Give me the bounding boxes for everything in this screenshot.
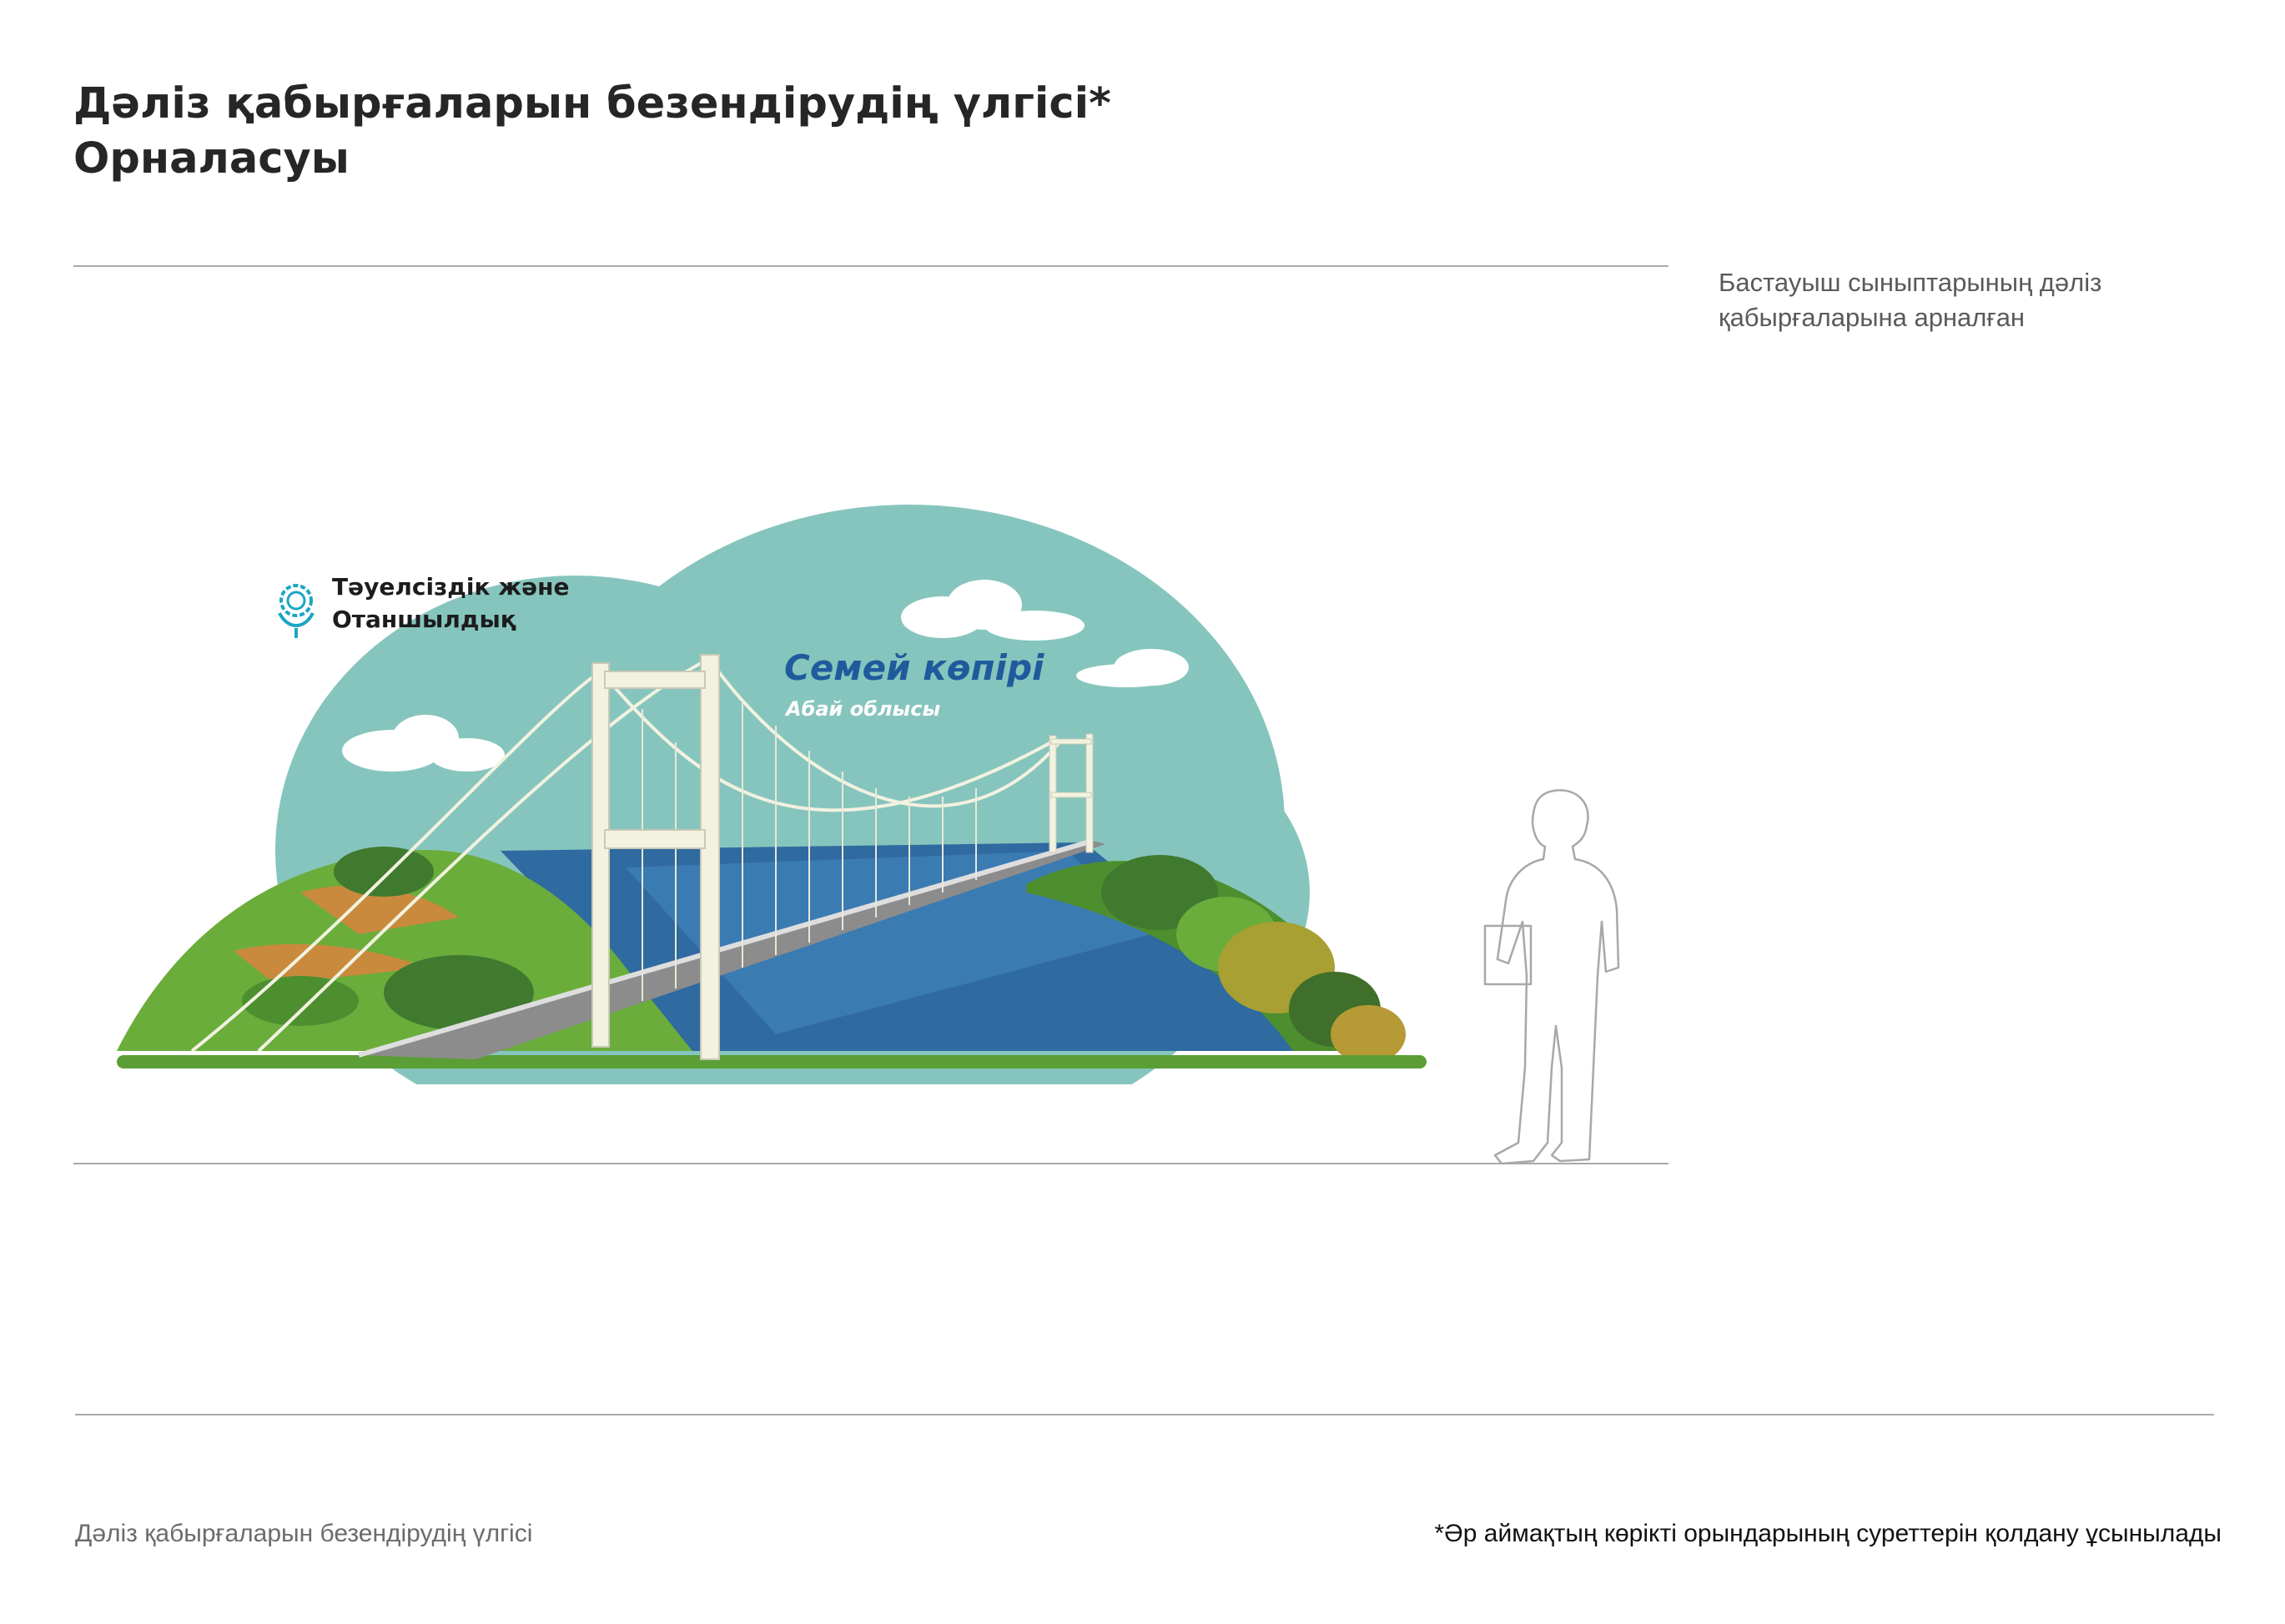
title-line-1: Дәліз қабырғаларын безендірудің үлгісі* [73, 79, 1111, 128]
bridge-title: Семей көпірі [784, 647, 1044, 688]
description-line-2: қабырғаларына арналған [1719, 303, 2026, 332]
title-line-2: Орналасуы [73, 134, 350, 184]
footer-note: *Әр аймақтың көрікті орындарының суреттерін қолдану ұсынылады [1434, 1520, 2222, 1547]
description-text [1719, 265, 2186, 335]
independence-emblem-icon [279, 586, 313, 638]
logo-line-1: Тәуелсіздік және [332, 573, 570, 601]
footer-caption: Дәліз қабырғаларын безендірудің үлгісі [75, 1520, 533, 1547]
top-divider [73, 265, 1668, 267]
logo-line-2: Отаншылдық [332, 606, 516, 633]
ground-strip [117, 1055, 1427, 1068]
bridge-subtitle: Абай облысы [786, 697, 941, 721]
footer-divider [75, 1414, 2214, 1415]
description-line-1: Бастауыш сыныптарының дәліз [1719, 268, 2102, 297]
bridge-mural [108, 500, 1443, 1084]
floor-line [73, 1163, 1668, 1164]
child-silhouette-icon [1468, 776, 1635, 1168]
page-title [73, 77, 1111, 187]
